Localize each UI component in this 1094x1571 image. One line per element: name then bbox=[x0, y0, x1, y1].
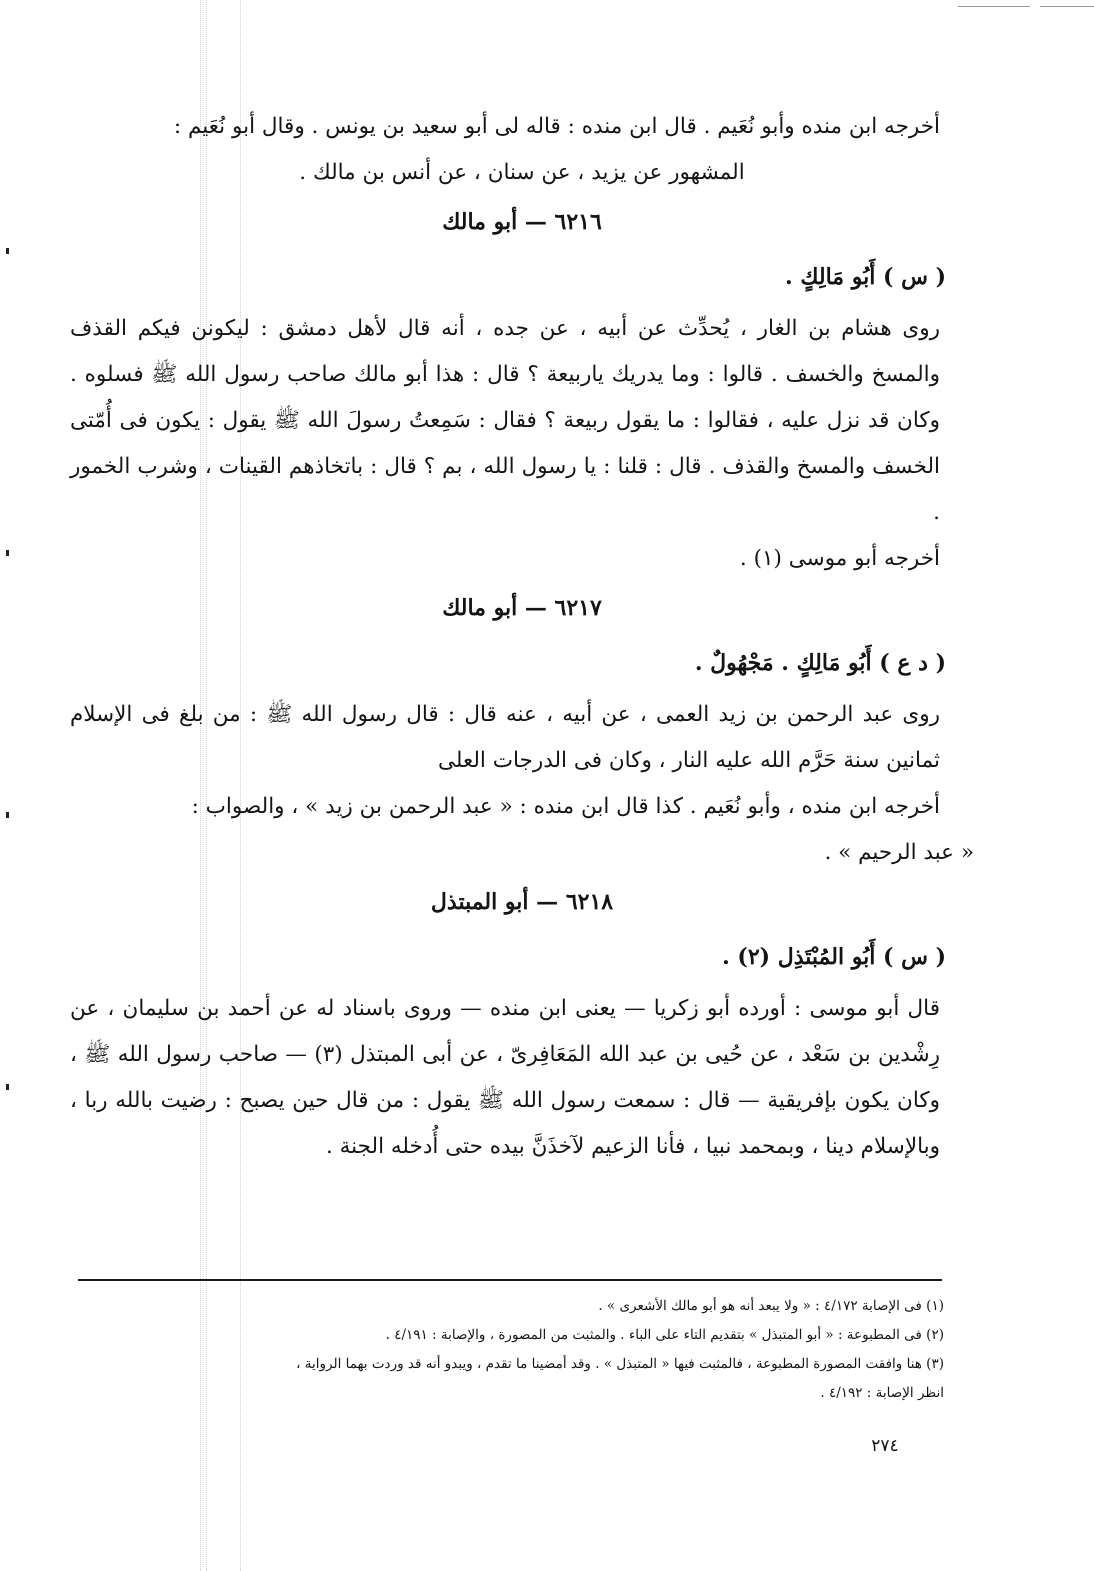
footnote: انظر الإصابة : ٤/١٩٢ . bbox=[820, 1385, 944, 1401]
entry-body: روى هشام بن الغار ، يُحدِّث عن أبيه ، عن جده ، أنه قال لأهل دمشق : ليكونن فيكم القذف والمسخ والخسف . قالوا : وما يدريك ياربيعة ؟ قال : هذا أبو مالك صاحب رسول الله ﷺ فسلوه . وكان قد نزل عليه ، فقالوا : ما يقول ربيعة ؟ فقال : سَمِعتُ رسولَ الله ﷺ يقول : يكون فى أُمّتى الخسف والمسخ والقذف . قال : قلنا : يا رسول الله ، بم ؟ قال : باتخاذهم القينات ، وشرب الخمور . bbox=[70, 316, 940, 525]
entry-head-line: ( د ع ) أَبُو مَالِكٍ . مَجْهُولٌ . bbox=[694, 650, 946, 676]
entry-head-line: ( س ) أَبُو المُبْتَذِل (٢) . bbox=[722, 944, 946, 970]
intro-line: أخرجه ابن منده وأبو نُعَيم . قال ابن منده : قاله لى أبو سعيد بن يونس . وقال أبو نُعَيم : bbox=[173, 114, 940, 139]
margin-mark bbox=[6, 248, 9, 254]
footnotes bbox=[60, 1292, 944, 1408]
entry-source-end: « عبد الرحيم » . bbox=[824, 840, 974, 865]
footnote: (١) فى الإصابة ٤/١٧٢ : « ولا يبعد أنه هو أبو مالك الأشعرى » . bbox=[598, 1298, 944, 1314]
scan-edge-line bbox=[1040, 6, 1094, 7]
intro-line: المشهور عن يزيد ، عن سنان ، عن أنس بن مالك . bbox=[299, 160, 745, 185]
footnote-divider bbox=[78, 1279, 942, 1281]
margin-mark bbox=[6, 550, 9, 556]
page-number: ٢٧٤ bbox=[871, 1436, 899, 1456]
scan-edge-line bbox=[958, 6, 1030, 7]
margin-mark bbox=[6, 1084, 9, 1090]
entry-body: روى عبد الرحمن بن زيد العمى ، عن أبيه ، عنه قال : قال رسول الله ﷺ : من بلغ فى الإسلام ثمانين سنة حَرَّم الله عليه النار ، وكان فى الدرجات العلى bbox=[70, 702, 940, 773]
margin-mark bbox=[6, 812, 9, 818]
entry-body: قال أبو موسى : أورده أبو زكريا — يعنى ابن منده — وروى باسناد له عن أحمد بن سليمان ، عن رِشْدين بن سَعْد ، عن حُيى بن عبد الله المَعَافِرىّ ، عن أبى المبتذل (٣) — صاحب رسول الله ﷺ ، وكان يكون بإفريقية — قال : سمعت رسول الله ﷺ يقول : من قال حين يصبح : رضيت بالله ربا ، وبالإسلام دينا ، وبمحمد نبيا ، فأنا الزعيم لآخذَنَّ بيده حتى أُدخله الجنة . bbox=[70, 996, 940, 1159]
entry-head-line: ( س ) أَبُو مَالِكٍ . bbox=[785, 264, 946, 290]
footnote: (٢) فى المطبوعة : « أبو المتبذل » بتقديم التاء على الباء . والمثبت من المصورة ، والإصابة : ٤/١٩١ . bbox=[385, 1327, 944, 1343]
entry-heading: ٦٢١٨ — أبو المبتذل bbox=[430, 889, 614, 915]
entry-source: أخرجه أبو موسى (١) . bbox=[739, 546, 940, 571]
entry-heading: ٦٢١٧ — أبو مالك bbox=[442, 595, 602, 621]
entry-source: أخرجه ابن منده ، وأبو نُعَيم . كذا قال ابن منده : « عبد الرحمن بن زيد » ، والصواب : bbox=[191, 794, 940, 819]
entry-heading: ٦٢١٦ — أبو مالك bbox=[442, 209, 602, 235]
main-text bbox=[70, 104, 974, 1170]
footnote: (٣) هنا وافقت المصورة المطبوعة ، فالمثبت فيها « المتبذل » . وقد أمضينا ما تقدم ، ويبدو أنه قد وردت بهما الرواية ، bbox=[296, 1356, 944, 1372]
